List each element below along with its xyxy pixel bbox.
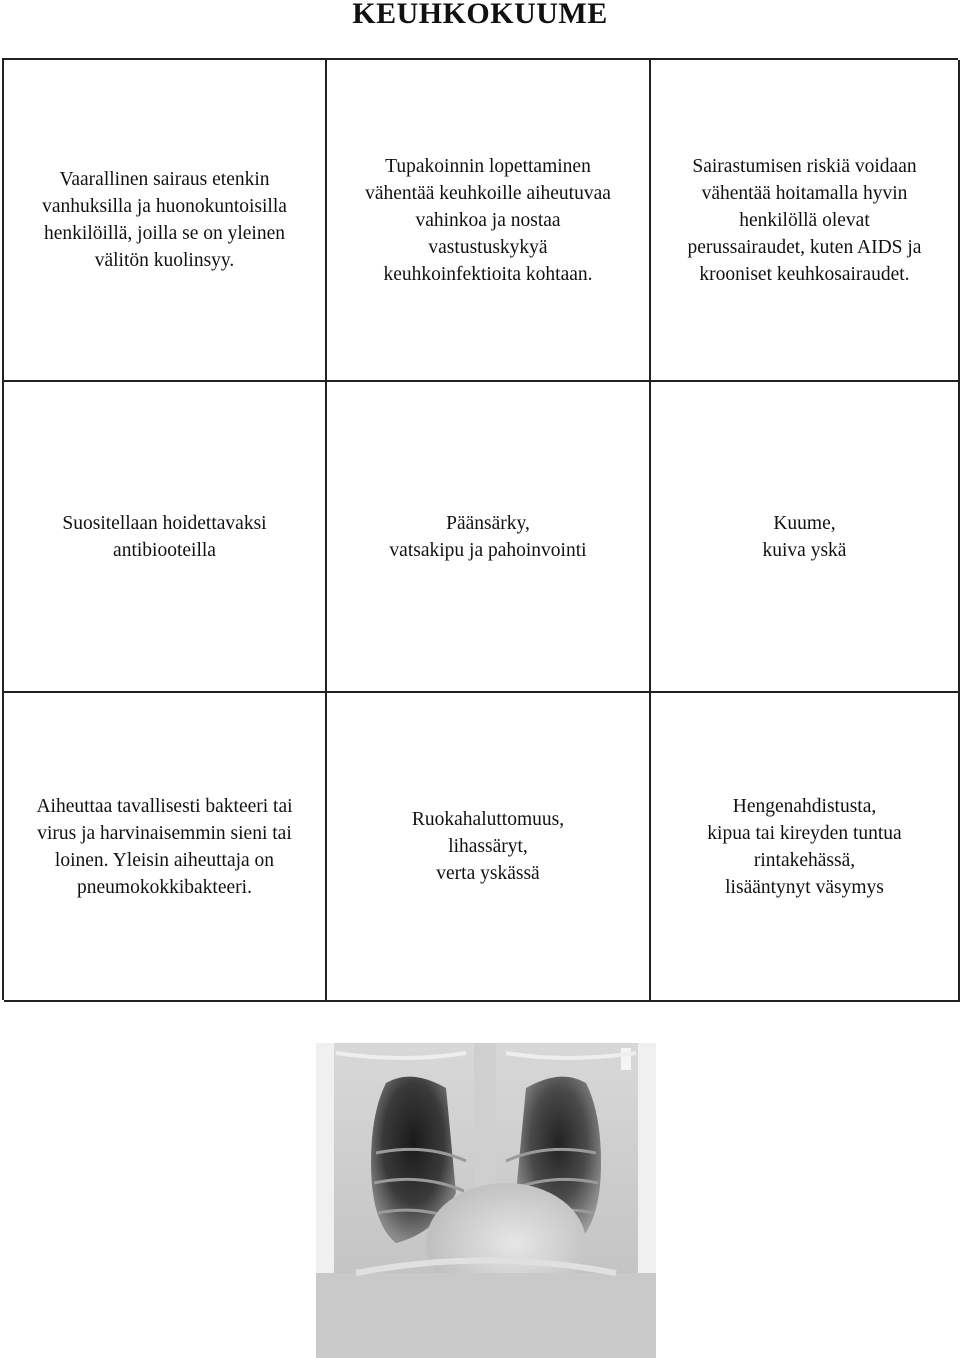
card-3 bbox=[651, 60, 960, 382]
card-4 bbox=[4, 382, 327, 693]
chest-xray-illustration bbox=[316, 1043, 656, 1358]
card-1 bbox=[4, 60, 327, 382]
card-5-text: Päänsärky, vatsakipu ja pahoinvointi bbox=[389, 512, 587, 561]
chest-xray-image bbox=[316, 1043, 656, 1358]
card-4-text: Suositellaan hoidettavaksi antibiooteilla bbox=[62, 512, 267, 561]
card-7 bbox=[4, 693, 327, 1002]
card-8-text: Ruokahaluttomuus, lihassäryt, verta yskässä bbox=[411, 809, 565, 884]
card-6-text: Kuume, kuiva yskä bbox=[762, 512, 847, 561]
card-2-text: Tupakoinnin lopettaminen vähentää keuhkoille aiheutuvaa vahinkoa ja nostaa vastustuskykyä keuhkoinfektioita kohtaan. bbox=[365, 155, 611, 285]
card-9 bbox=[651, 693, 960, 1002]
card-9-text: Hengenahdistusta, kipua tai kireyden tuntua rintakehässä, lisääntynyt väsymys bbox=[707, 795, 902, 898]
card-1-text: Vaarallinen sairaus etenkin vanhuksilla ja huonokuntoisilla henkilöillä, joilla se on yleinen välitön kuolinsyy. bbox=[42, 169, 287, 271]
card-5 bbox=[327, 382, 651, 693]
card-grid bbox=[2, 58, 958, 1000]
card-6 bbox=[651, 382, 960, 693]
card-7-text: Aiheuttaa tavallisesti bakteeri tai virus ja harvinaisemmin sieni tai loinen. Yleisin aiheuttaja on pneumokokkibakteeri. bbox=[36, 795, 293, 898]
card-2 bbox=[327, 60, 651, 382]
page-title: KEUHKOKUUME bbox=[352, 0, 608, 30]
card-8 bbox=[327, 693, 651, 1002]
card-3-text: Sairastumisen riskiä voidaan vähentää hoitamalla hyvin henkilöllä olevat perussairaudet, kuten AIDS ja krooniset keuhkosairaudet. bbox=[687, 155, 922, 285]
